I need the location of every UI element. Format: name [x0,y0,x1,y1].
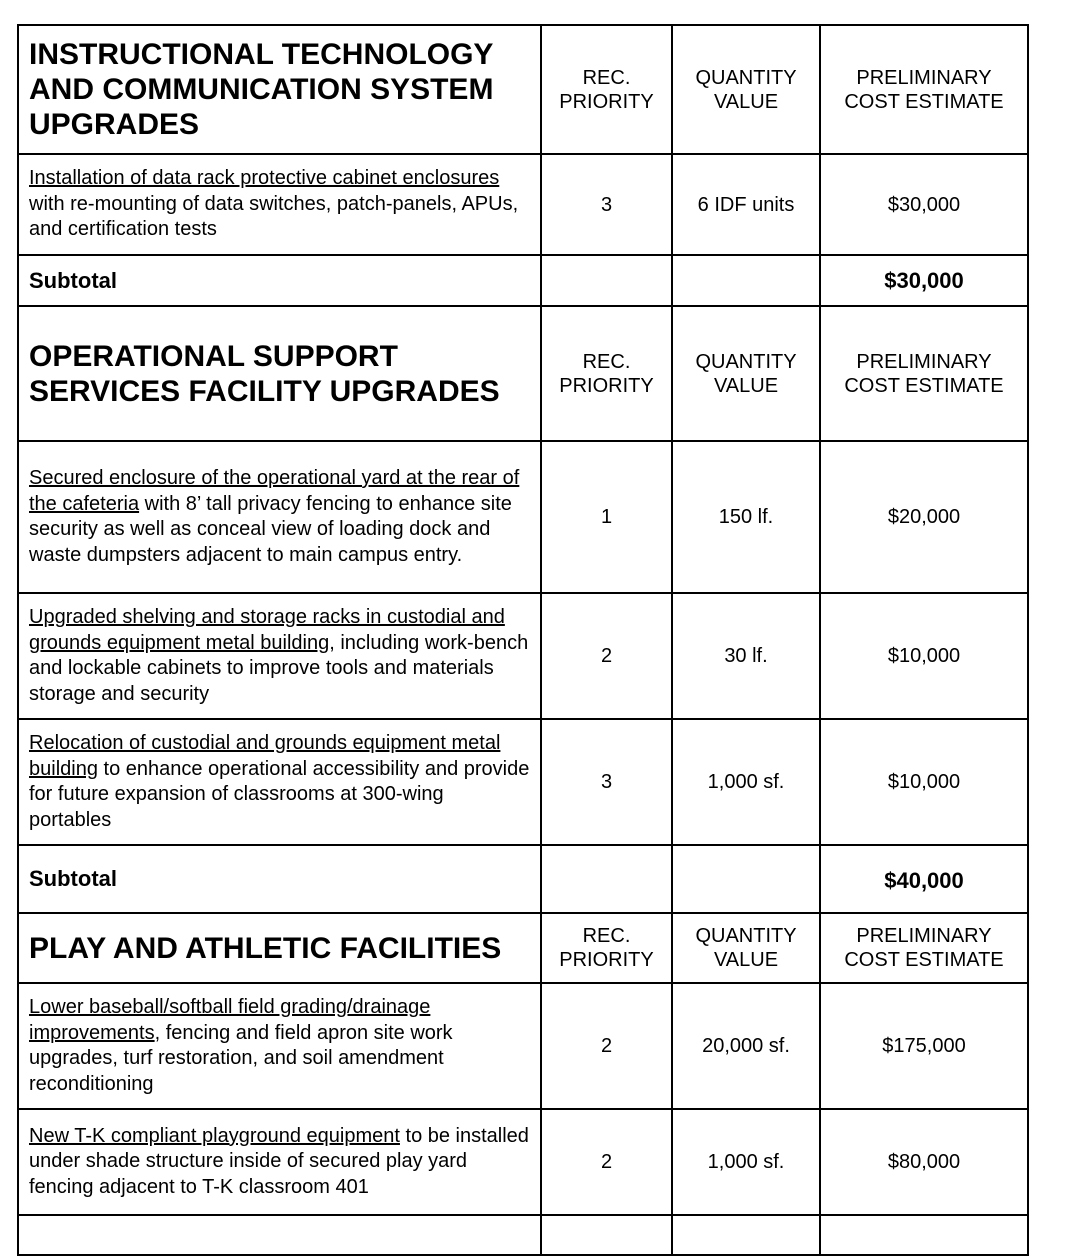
subtotal-value: $40,000 [820,845,1028,913]
section-header-row [18,306,1028,441]
cost-estimate-header: PRELIMINARY COST ESTIMATE [820,306,1028,441]
item-quantity: 150 lf. [672,441,820,593]
quantity-value-header: QUANTITY VALUE [672,25,820,154]
item-cost: $10,000 [820,719,1028,845]
item-cost: $80,000 [820,1109,1028,1215]
table-row [18,983,1028,1109]
item-priority: 2 [541,593,672,719]
table-row [18,154,1028,255]
item-cost: $20,000 [820,441,1028,593]
item-quantity: 30 lf. [672,593,820,719]
item-priority: 1 [541,441,672,593]
section-header-row [18,25,1028,154]
section-title: OPERATIONAL SUPPORT SERVICES FACILITY UPGRADES [18,306,541,441]
subtotal-row [18,255,1028,306]
item-priority: 2 [541,1109,672,1215]
item-title: Upgraded shelving and storage racks in custodial and grounds equipment metal building [29,606,505,654]
table-row [18,593,1028,719]
item-quantity: 1,000 sf. [672,719,820,845]
table-row [18,719,1028,845]
subtotal-row [18,845,1028,913]
section-title: INSTRUCTIONAL TECHNOLOGY AND COMMUNICATION SYSTEM UPGRADES [18,25,541,154]
cost-estimate-header: PRELIMINARY COST ESTIMATE [820,913,1028,983]
item-description: Lower baseball/softball field grading/drainage improvements, fencing and field apron site work upgrades, turf restoration, and soil amendment reconditioning [18,983,541,1109]
table-row [18,1109,1028,1215]
subtotal-label: Subtotal [18,845,541,913]
section-title: PLAY AND ATHLETIC FACILITIES [18,913,541,983]
item-description: Secured enclosure of the operational yard at the rear of the cafeteria with 8’ tall privacy fencing to enhance site security as well as conceal view of loading dock and waste dumpsters adjacent to main campus entry. [18,441,541,593]
table-row [18,441,1028,593]
item-cost: $175,000 [820,983,1028,1109]
quantity-value-header: QUANTITY VALUE [672,913,820,983]
item-title: Secured enclosure of the operational yard at the rear of the cafeteria [29,467,520,515]
item-title: Installation of data rack protective cabinet enclosures [29,167,500,190]
item-cost: $10,000 [820,593,1028,719]
rec-priority-header: REC. PRIORITY [541,913,672,983]
item-quantity: 20,000 sf. [672,983,820,1109]
item-priority: 3 [541,154,672,255]
item-priority: 3 [541,719,672,845]
item-quantity: 6 IDF units [672,154,820,255]
quantity-value-header: QUANTITY VALUE [672,306,820,441]
item-quantity: 1,000 sf. [672,1109,820,1215]
item-title: New T-K compliant playground equipment [29,1124,400,1147]
cost-estimate-table [17,24,1029,1256]
item-title: Lower baseball/softball field grading/drainage improvements [29,996,431,1044]
item-description: New T-K compliant playground equipment to be installed under shade structure inside of secured play yard fencing adjacent to T-K classroom 401 [18,1109,541,1215]
cost-estimate-header: PRELIMINARY COST ESTIMATE [820,25,1028,154]
subtotal-label: Subtotal [18,255,541,306]
item-cost: $30,000 [820,154,1028,255]
item-description: Installation of data rack protective cabinet enclosures with re-mounting of data switches, patch-panels, APUs, and certification tests [18,154,541,255]
item-description: Upgraded shelving and storage racks in custodial and grounds equipment metal building, including work-bench and lockable cabinets to improve tools and materials storage and security [18,593,541,719]
item-title: Relocation of custodial and grounds equipment metal building [29,732,501,780]
table-row [18,1215,1028,1255]
section-header-row [18,913,1028,983]
item-description: Relocation of custodial and grounds equipment metal building to enhance operational accessibility and provide for future expansion of classrooms at 300-wing portables [18,719,541,845]
subtotal-value: $30,000 [820,255,1028,306]
item-priority: 2 [541,983,672,1109]
rec-priority-header: REC. PRIORITY [541,306,672,441]
rec-priority-header: REC. PRIORITY [541,25,672,154]
